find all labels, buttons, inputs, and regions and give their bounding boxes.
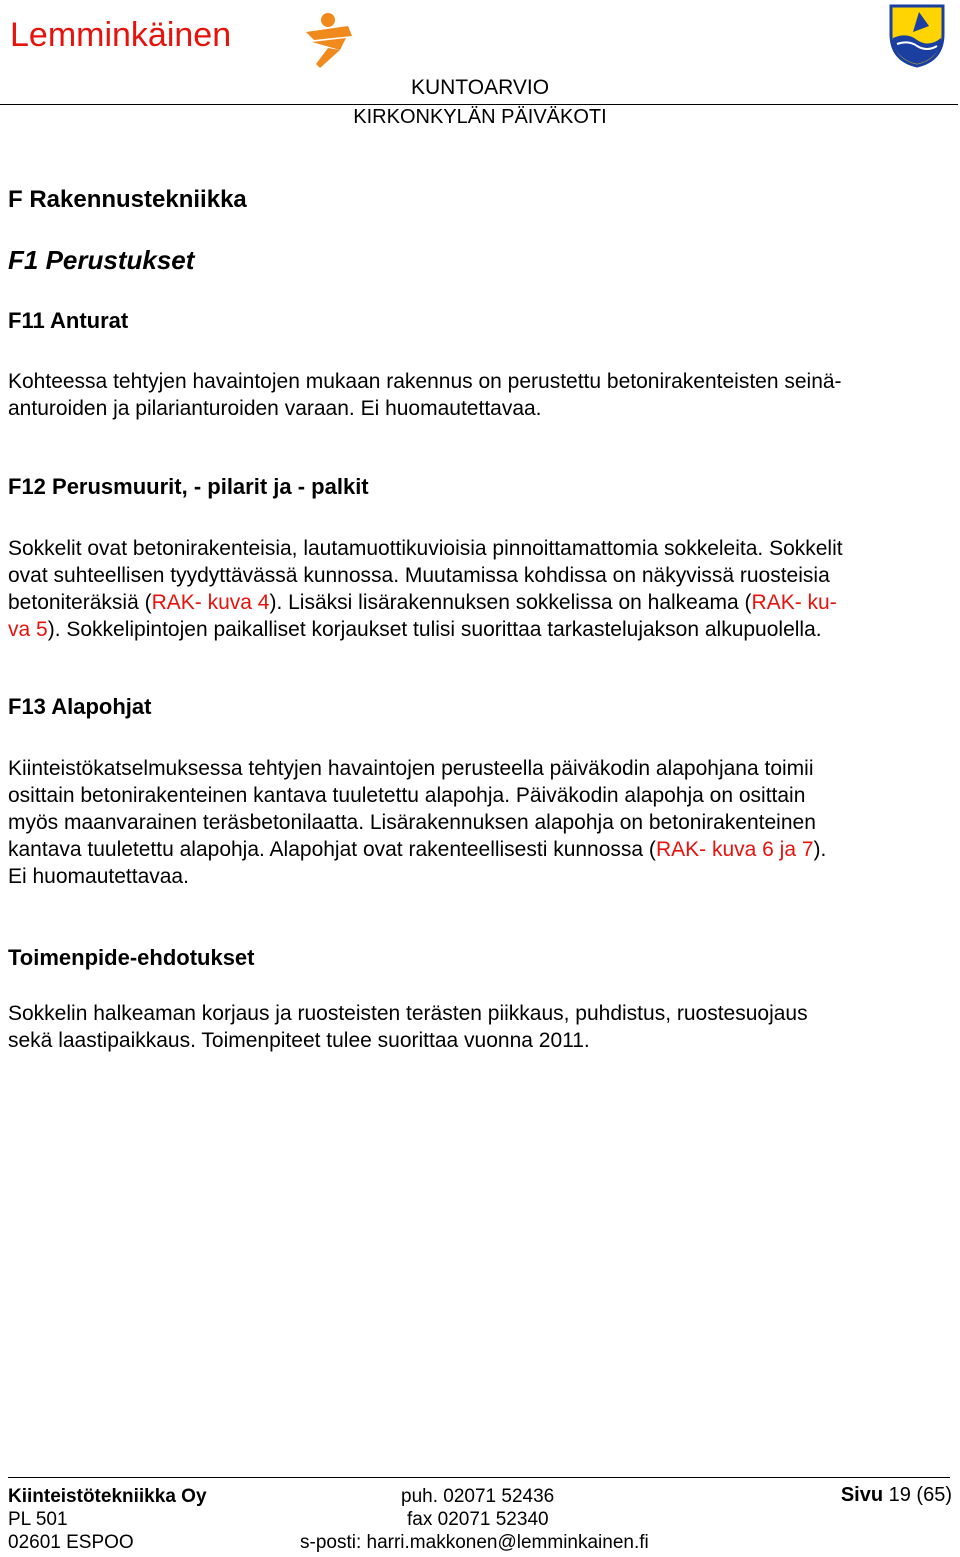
photo-reference: va 5 <box>8 618 48 641</box>
f12-heading: F12 Perusmuurit, - pilarit ja - palkit <box>8 474 369 499</box>
f13-line: myös maanvarainen teräsbetonilaatta. Lisärakennuksen alapohja on betonirakenteinen <box>8 811 816 834</box>
document-title: KUNTOARVIO <box>410 76 550 99</box>
actions-heading: Toimenpide-ehdotukset <box>8 945 255 970</box>
subsection-heading: F1 Perustukset <box>8 245 195 275</box>
f11-line: anturoiden ja pilarianturoiden varaan. Ei huomautettavaa. <box>8 397 542 420</box>
logo-wordmark: Lemminkäinen <box>10 16 232 54</box>
footer-phone: puh. 02071 52436 <box>401 1486 555 1507</box>
f12-line: ovat suhteellisen tyydyttävässä kunnossa. Muutamissa kohdissa on näkyvissä ruosteisia <box>8 564 830 587</box>
footer-email: s-posti: harri.makkonen@lemminkainen.fi <box>300 1532 649 1553</box>
f12-line: betoniteräksiä (RAK- kuva 4). Lisäksi lisärakennuksen sokkelissa on halkeama (RAK- ku- <box>8 591 837 614</box>
footer-postal: 02601 ESPOO <box>8 1532 134 1553</box>
actions-line: Sokkelin halkeaman korjaus ja ruosteisten terästen piikkaus, puhdistus, ruostesuojaus <box>8 1002 808 1025</box>
f13-line: Kiinteistökatselmuksessa tehtyjen havaintojen perusteella päiväkodin alapohjana toimii <box>8 757 814 780</box>
footer-company: Kiinteistötekniikka Oy <box>8 1486 207 1507</box>
f13-heading: F13 Alapohjat <box>8 694 152 719</box>
footer-fax: fax 02071 52340 <box>407 1509 549 1530</box>
logo-swoosh-icon <box>306 13 352 68</box>
f13-line: Ei huomautettavaa. <box>8 865 189 888</box>
document-subtitle: KIRKONKYLÄN PÄIVÄKOTI <box>353 106 607 128</box>
footer-po-box: PL 501 <box>8 1509 68 1530</box>
footer-divider <box>8 1477 950 1478</box>
municipality-crest-icon <box>889 4 945 68</box>
header-divider <box>0 104 958 105</box>
photo-reference: RAK- ku- <box>751 591 837 614</box>
photo-reference: RAK- kuva 6 ja 7 <box>655 838 814 861</box>
f11-line: Kohteessa tehtyjen havaintojen mukaan rakennus on perustettu betonirakenteisten seinä- <box>8 370 842 393</box>
f13-line: osittain betonirakenteinen kantava tuuletettu alapohja. Päiväkodin alapohja on osittain <box>8 784 806 807</box>
actions-line: sekä laastipaikkaus. Toimenpiteet tulee suorittaa vuonna 2011. <box>8 1029 590 1052</box>
photo-reference: RAK- kuva 4 <box>151 591 270 614</box>
page-number: Sivu 19 (65) <box>840 1484 952 1506</box>
f11-heading: F11 Anturat <box>8 308 129 333</box>
section-heading: F Rakennustekniikka <box>8 186 247 213</box>
f12-line: Sokkelit ovat betonirakenteisia, lautamuottikuvioisia pinnoittamattomia sokkeleita. Sokkelit <box>8 537 843 560</box>
f12-line: va 5). Sokkelipintojen paikalliset korjaukset tulisi suorittaa tarkastelujakson alkupuolella. <box>8 618 822 641</box>
lemminkainen-logo <box>10 8 356 68</box>
f13-line: kantava tuuletettu alapohja. Alapohjat ovat rakenteellisesti kunnossa (RAK- kuva 6 ja 7). <box>8 838 827 861</box>
